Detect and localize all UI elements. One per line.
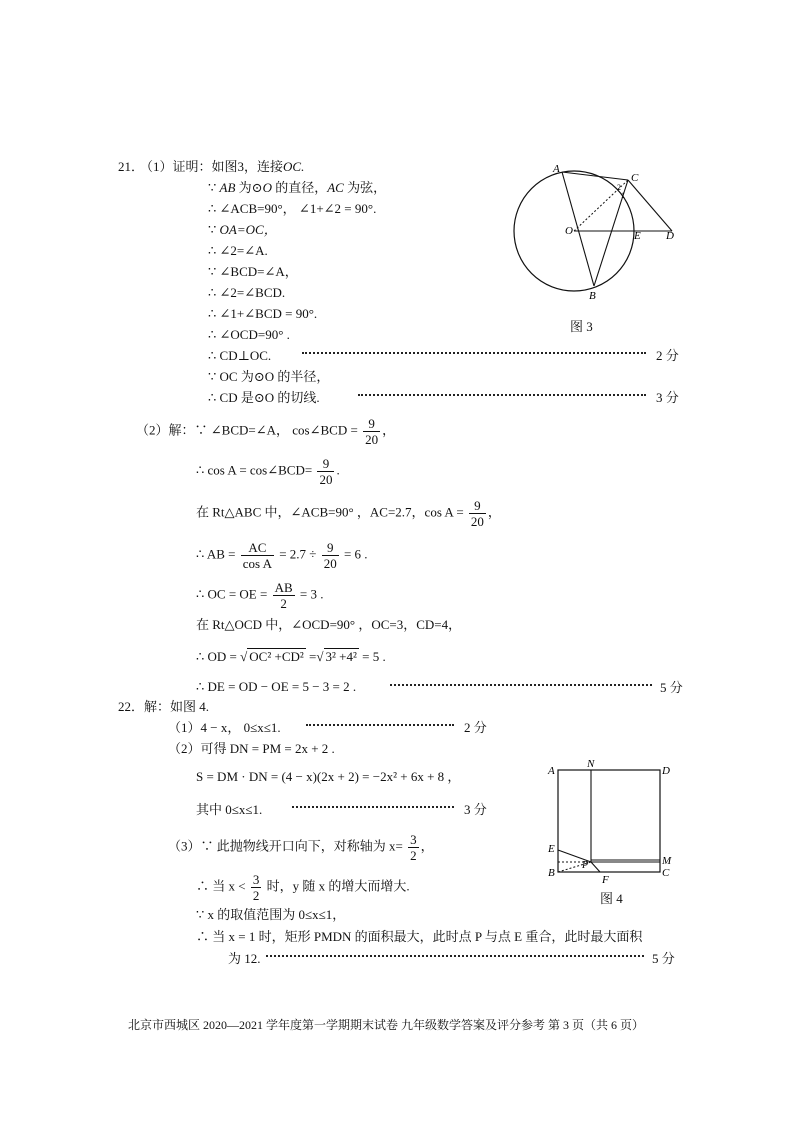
svg-text:E: E [548, 843, 555, 855]
svg-text:M: M [662, 855, 672, 867]
svg-text:F: F [602, 874, 609, 886]
q21-line-2: ∵ AB 为⊙O 的直径，AC 为弦， [208, 180, 387, 195]
svg-text:B: B [589, 290, 596, 302]
q22-number: 22．解：如图 4. [118, 699, 210, 714]
q21-number: 21． [118, 159, 145, 174]
q21-line-8: ∴ ∠1+∠BCD = 90°. [208, 306, 318, 321]
figure-3-circle-diagram [510, 160, 690, 340]
q21-line-9: ∴ ∠OCD=90° . [208, 327, 290, 342]
dotted-leader [292, 806, 454, 808]
q21-part1-heading: （1）证明：如图3，连接OC. [140, 159, 305, 174]
dotted-leader [306, 724, 454, 726]
score-mark: 5 分 [660, 680, 683, 695]
q21-line-6: ∵ ∠BCD=∠A， [208, 264, 298, 279]
q21-line-5: ∴ ∠2=∠A. [208, 243, 268, 258]
q21-line-7: ∴ ∠2=∠BCD. [208, 285, 286, 300]
dotted-leader [302, 352, 646, 354]
fraction: $\frac{9}{20}$ [470, 498, 484, 529]
figure-4-rectangle-diagram [540, 756, 680, 886]
q22-part2-formula: S = DM · DN = (4 − x)(2x + 2) = −2x² + 6x + 8 ， [196, 769, 461, 784]
q21-part2-line-1: （2）解：∵ ∠BCD=∠A， cos∠BCD = $\frac{9}{20}$ ， [136, 416, 396, 447]
svg-text:A: A [553, 163, 560, 175]
fraction: $\frac{3}{2}$ [410, 832, 417, 863]
fraction: $\frac{AC}{\text{cos A}}$ [242, 540, 272, 571]
q22-part3-line-3: ∵ x 的取值范围为 0≤x≤1， [196, 907, 346, 922]
q21-part2-line-2: ∴ cos A = cos∠BCD= $\frac{9}{20}$ . [196, 456, 340, 487]
svg-text:C: C [631, 172, 639, 184]
q22-part1: （1）4 − x， 0≤x≤1. [168, 720, 281, 735]
q21-line-4: ∵ OA=OC， [208, 222, 277, 237]
svg-text:C: C [662, 867, 670, 879]
score-mark: 5 分 [652, 951, 675, 966]
svg-text:E: E [634, 230, 641, 242]
fraction: $\frac{9}{20}$ [365, 416, 379, 447]
q21-line-10: ∴ CD⊥OC. [208, 348, 272, 363]
svg-text:B: B [548, 867, 555, 879]
page-footer: 北京市西城区 2020—2021 学年度第一学期期末试卷 九年级数学答案及评分参考 第 3 页（共 6 页） [128, 1018, 645, 1032]
fraction: $\frac{3}{2}$ [252, 872, 260, 903]
q21-part2-line-8: ∴ DE = OD − OE = 5 − 3 = 2 . [196, 679, 357, 694]
q21-line-3: ∴ ∠ACB=90°， ∠1+∠2 = 90°. [208, 201, 377, 216]
fraction: $\frac{9}{20}$ [319, 456, 333, 487]
q22-part3-line-1: （3）∵ 此抛物线开口向下，对称轴为 x= $\frac{3}{2}$ ， [168, 832, 434, 863]
q21-line-11: ∵ OC 为⊙O 的半径， [208, 369, 330, 384]
dotted-leader [390, 684, 652, 686]
svg-text:D: D [666, 230, 674, 242]
svg-text:N: N [587, 758, 595, 770]
q21-line-12: ∴ CD 是⊙O 的切线. [208, 390, 320, 405]
q21-part2-line-6: 在 Rt△OCD 中，∠OCD=90° ，OC=3，CD=4， [196, 617, 462, 632]
svg-text:D: D [662, 765, 670, 777]
q21-part2-line-3: 在 Rt△ABC 中，∠ACB=90° ，AC=2.7，cos A = $\frac{9}{20}$ ， [196, 498, 501, 529]
score-mark: 3 分 [464, 802, 487, 817]
q22-part3-line-5: 为 12. [228, 951, 261, 966]
dotted-leader [266, 955, 644, 957]
q21-part2-line-4: ∴ AB = $\frac{AC}{\text{cos A}}$ = 2.7 ÷ $\frac{9}{20}$ = 6 . [196, 540, 368, 571]
dotted-leader [358, 394, 646, 396]
q22-part2-range: 其中 0≤x≤1. [196, 802, 263, 817]
svg-text:2: 2 [617, 183, 621, 192]
score-mark: 3 分 [656, 390, 679, 405]
svg-text:O: O [565, 225, 573, 237]
svg-text:P: P [582, 860, 589, 871]
fraction: $\frac{AB}{2}$ [274, 580, 293, 611]
q22-part2: （2）可得 DN = PM = 2x + 2 . [168, 741, 335, 756]
fraction: $\frac{9}{20}$ [323, 540, 337, 571]
q22-part3-line-4: ∴ 当 x = 1 时，矩形 PMDN 的面积最大，此时点 P 与点 E 重合，此时最大面积 [196, 929, 643, 944]
q22-part3-line-2: ∴ 当 x < $\frac{3}{2}$ 时，y 随 x 的增大而增大. [196, 872, 410, 903]
score-mark: 2 分 [656, 348, 679, 363]
q21-part2-line-7: ∴ OD = √ OC² +CD² =√ 3² +4² = 5 . [196, 649, 386, 664]
svg-text:1: 1 [621, 191, 625, 200]
q21-part2-line-5: ∴ OC = OE = $\frac{AB}{2}$ = 3 . [196, 580, 324, 611]
score-mark: 2 分 [464, 720, 487, 735]
figure-4-caption: 图 4 [600, 891, 623, 906]
svg-text:A: A [548, 765, 555, 777]
figure-3-caption: 图 3 [570, 319, 593, 334]
